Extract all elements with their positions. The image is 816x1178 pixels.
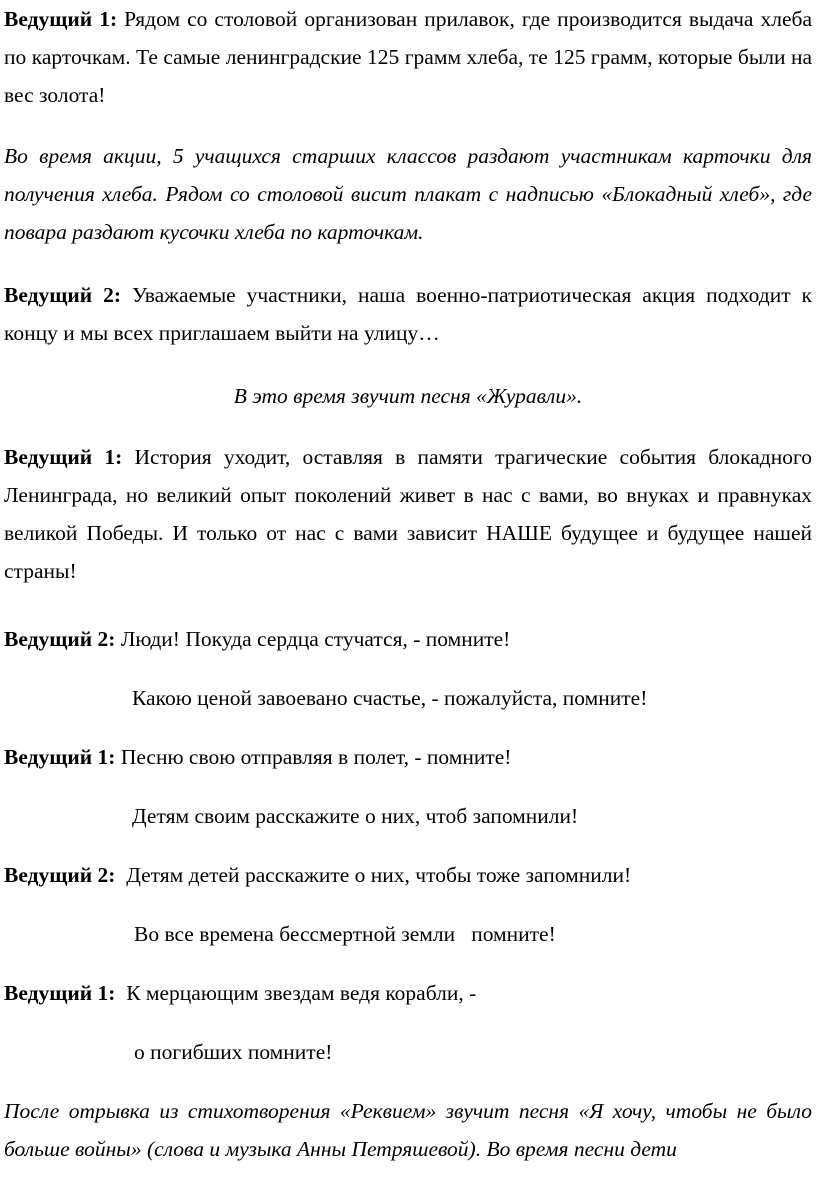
verse-text: Люди! Покуда сердца стучатся, - помните!	[115, 627, 511, 651]
verse-line-indented	[134, 915, 812, 953]
verse-host2-line2	[4, 856, 812, 894]
verse-text: Во все времена бессмертной земли помните!	[134, 922, 556, 946]
stage-direction-requiem	[4, 1092, 812, 1168]
verse-line-indented	[134, 1033, 812, 1071]
speaker-label: Ведущий 1:	[4, 981, 116, 1005]
verse-host1-line1	[4, 738, 812, 776]
verse-text: о погибших помните!	[134, 1040, 333, 1064]
verse-host2-line1	[4, 620, 812, 658]
verse-text: Детям своим расскажите о них, чтоб запомнили!	[132, 804, 579, 828]
paragraph-host1-bread-counter	[4, 0, 812, 114]
verse-text: Какою ценой завоевано счастье, - пожалуйста, помните!	[132, 686, 648, 710]
speaker-label: Ведущий 2:	[4, 627, 116, 651]
speaker-label: Ведущий 1:	[4, 445, 123, 469]
stage-direction-song-zhuravli	[4, 377, 812, 415]
paragraph-text: Рядом со столовой организован прилавок, где производится выдача хлеба по карточкам. Те самые ленинградские 125 грамм хлеба, те 125 грамм, которые были на вес золота!	[4, 7, 813, 107]
speaker-label: Ведущий 2:	[4, 283, 122, 307]
paragraph-text: После отрывка из стихотворения «Реквием» звучит песня «Я хочу, чтобы не было больше войны» (слова и музыка Анны Петряшевой). Во время песни дети	[4, 1099, 812, 1161]
paragraph-host2-invitation	[4, 276, 812, 352]
verse-text: К мерцающим звездам ведя корабли, -	[115, 981, 477, 1005]
verse-text: Песню свою отправляя в полет, - помните!	[115, 745, 512, 769]
verse-line-indented	[132, 679, 812, 717]
verse-line-indented	[132, 797, 812, 835]
paragraph-text: Во время акции, 5 учащихся старших классов раздают участникам карточки для получения хлеба. Рядом со столовой висит плакат с надписью «Блокадный хлеб», где повара раздают кусочки хлеба по карточкам.	[4, 144, 812, 244]
verse-text: Детям детей расскажите о них, чтобы тоже запомнили!	[115, 863, 632, 887]
speaker-label: Ведущий 1:	[4, 7, 118, 31]
paragraph-host1-history	[4, 438, 812, 590]
verse-host1-line2	[4, 974, 812, 1012]
speaker-label: Ведущий 2:	[4, 863, 116, 887]
paragraph-text: История уходит, оставляя в памяти трагические события блокадного Ленинграда, но великий опыт поколений живет в нас с вами, во внуках и правнуках великой Победы. И только от нас с вами зависит НАШЕ будущее и будущее нашей страны!	[4, 445, 813, 583]
paragraph-text: Уважаемые участники, наша военно-патриотическая акция подходит к концу и мы всех приглашаем выйти на улицу…	[4, 283, 812, 345]
paragraph-text: В это время звучит песня «Журавли».	[233, 384, 583, 408]
speaker-label: Ведущий 1:	[4, 745, 116, 769]
stage-direction-bread-cards	[4, 137, 812, 251]
